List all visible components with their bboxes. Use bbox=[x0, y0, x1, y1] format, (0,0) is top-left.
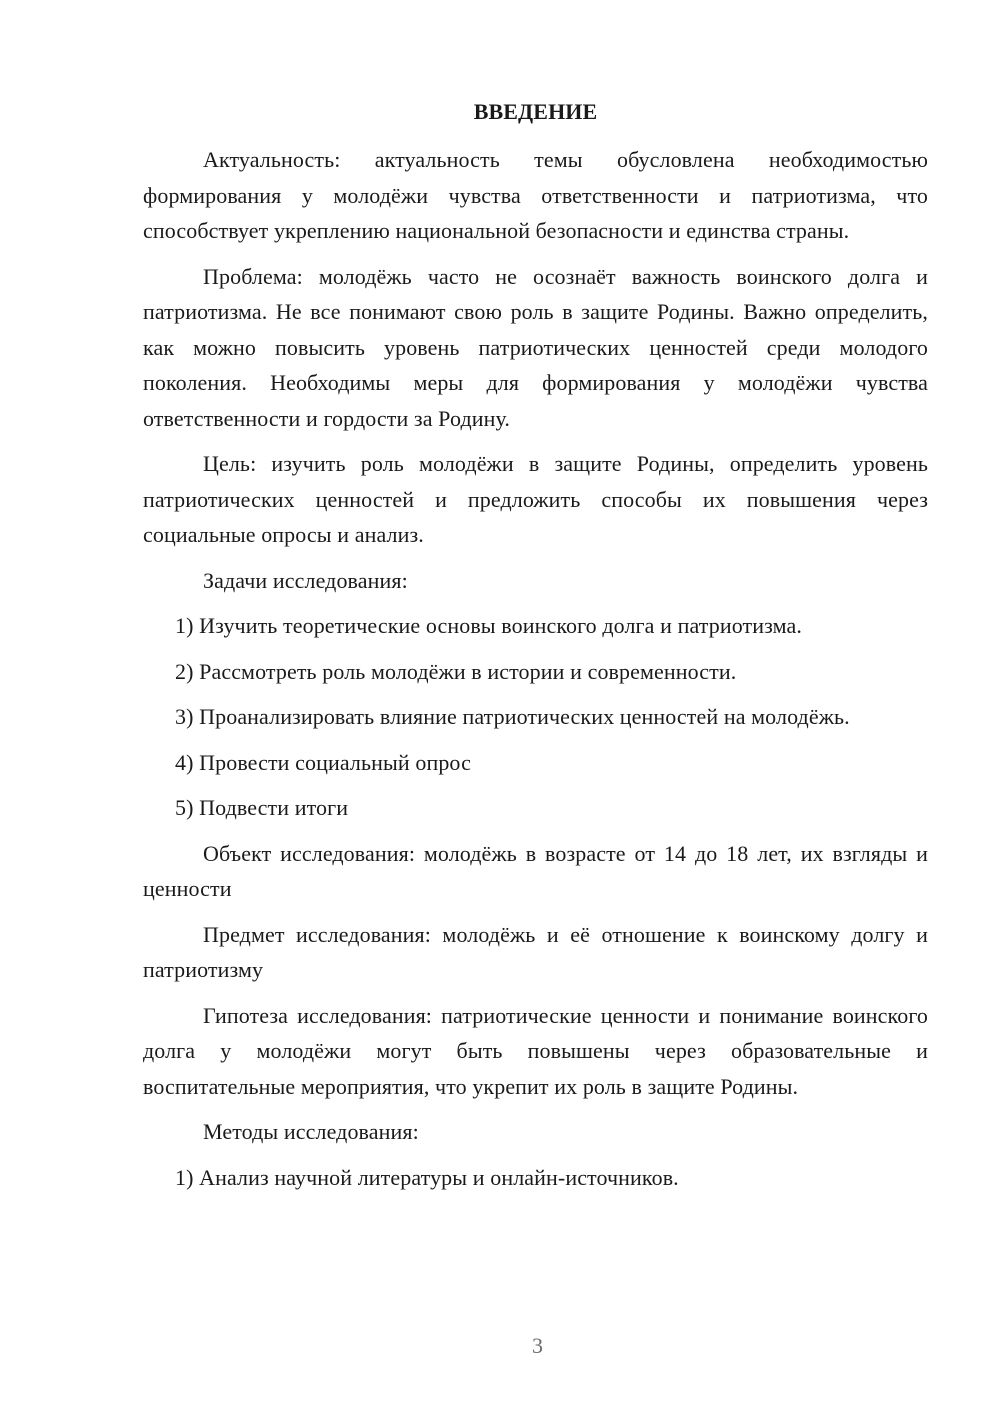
task-item-5: 5) Подвести итоги bbox=[175, 795, 349, 820]
paragraph-object: Объект исследования: молодёжь в возрасте от 14 до 18 лет, их взгляды и ценности bbox=[143, 840, 928, 901]
task-item-2: 2) Рассмотреть роль молодёжи в истории и современности. bbox=[175, 658, 737, 684]
method-item-1: 1) Анализ научной литературы и онлайн-источников. bbox=[175, 1164, 679, 1190]
tasks-heading: Задачи исследования: bbox=[203, 567, 408, 593]
paragraph-hypothesis: Гипотеза исследования: патриотические ценности и понимание воинского долга у молодёжи могут быть повышены через образовательные и воспитательные мероприятия, что укрепит их роль в защите Родины. bbox=[143, 1002, 928, 1099]
methods-heading: Методы исследования: bbox=[203, 1119, 419, 1144]
page-content bbox=[143, 96, 928, 1205]
paragraph-problem: Проблема: молодёжь часто не осознаёт важность воинского долга и патриотизма. Не все понимают свою роль в защите Родины. Важно определить, как можно повысить уровень патриотических ценностей среди молодого поколения. Необходимы меры для формирования у молодёжи чувства ответственности и гордости за Родину. bbox=[143, 263, 928, 431]
task-item-1: 1) Изучить теоретические основы воинского долга и патриотизма. bbox=[175, 613, 802, 638]
page-number: 3 bbox=[531, 1333, 544, 1358]
paragraph-goal: Цель: изучить роль молодёжи в защите Родины, определить уровень патриотических ценностей и предложить способы их повышения через социальные опросы и анализ. bbox=[143, 451, 928, 547]
section-title: ВВЕДЕНИЕ bbox=[473, 99, 598, 124]
task-item-4: 4) Провести социальный опрос bbox=[175, 749, 471, 775]
paragraph-relevance: Актуальность: актуальность темы обусловлена необходимостью формирования у молодёжи чувства ответственности и патриотизма, что способствует укреплению национальной безопасности и единства страны. bbox=[143, 147, 928, 243]
paragraph-subject: Предмет исследования: молодёжь и её отношение к воинскому долгу и патриотизму bbox=[143, 921, 928, 982]
task-item-3: 3) Проанализировать влияние патриотических ценностей на молодёжь. bbox=[175, 704, 850, 729]
